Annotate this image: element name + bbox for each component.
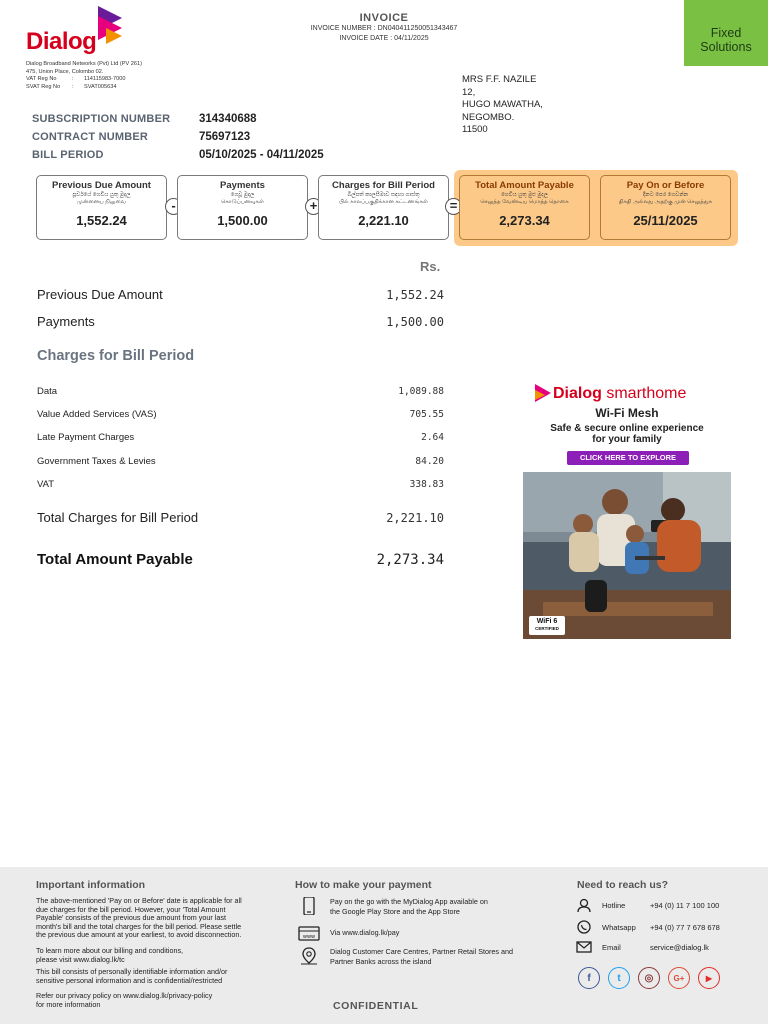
mobile-app-icon (298, 897, 320, 915)
charge-row-vat: VAT 338.83 (37, 479, 444, 490)
charge-row-late-payment: Late Payment Charges 2.64 (37, 432, 444, 443)
equals-operator: = (445, 198, 462, 215)
email-row[interactable]: Email service@dialog.lk (576, 940, 756, 954)
privacy-note-para: This bill consists of personally identifiable information and/or sensitive personal information and is confidential/restricted (36, 967, 228, 985)
summary-due-date: Pay On or Before දිනට පෙර ගෙවන්න திகதி அல்லது அதற்கு முன் செலுத்துக 25/11/2025 (600, 175, 731, 240)
privacy-policy-para: Refer our privacy policy on www.dialog.lk/privacy-policy for more information (36, 991, 213, 1009)
svg-text:www: www (302, 934, 316, 940)
company-info (26, 61, 196, 91)
invoice-number: INVOICE NUMBER : DN040411250051343467 (310, 25, 458, 32)
charges-section-title: Charges for Bill Period (37, 348, 195, 364)
email-icon (576, 940, 592, 954)
instagram-icon[interactable]: ◎ (638, 967, 660, 989)
address-line: NEGOMBO. (462, 111, 515, 123)
logo-wordmark: Dialog (26, 28, 97, 55)
bill-period-row: BILL PERIOD 05/10/2025 - 04/11/2025 (32, 149, 324, 161)
advert-title: Wi-Fi Mesh (595, 406, 659, 420)
pay-app-item[interactable]: Pay on the go with the MyDialog App available on the Google Play Store and the App Store (298, 897, 558, 916)
vat-reg: VAT Reg No : 114115983-7000 (26, 76, 126, 82)
pay-store-item: Dialog Customer Care Centres, Partner Retail Stores and Partner Banks across the island (298, 947, 558, 966)
family-photo (523, 472, 731, 639)
confidential-label: CONFIDENTIAL (333, 1000, 419, 1012)
summary-payments: Payments ගෙවූ මුදල கொடுப்பனவுகள் 1,500.00 (177, 175, 308, 240)
whatsapp-icon (576, 920, 592, 934)
payments-row: Payments 1,500.00 (37, 314, 444, 329)
facebook-icon[interactable]: f (578, 967, 600, 989)
charge-row-data: Data 1,089.88 (37, 386, 444, 397)
summary-charges: Charges for Bill Period බිල්පත් කාලසීමාව සඳහා ගාස්තු பில் காலப்பகுதிக்கான கட்டணங்கள் 2,221.10 (318, 175, 449, 240)
contact-title: Need to reach us? (577, 879, 669, 891)
important-info-para: The above-mentioned 'Pay on or Before' date is applicable for all due charges for the bill period. However, your 'Total Amount Payable' consists of the previous due amount from your last month's bill and the total charges for the bill period. Please settle the previous due amount at your earliest, to avoid disconnection. (36, 896, 242, 940)
whatsapp-row[interactable]: Whatsapp +94 (0) 77 7 678 678 (576, 920, 756, 934)
youtube-icon[interactable]: ▶ (698, 967, 720, 989)
address-line: 11500 (462, 124, 488, 135)
charge-row-vas: Value Added Services (VAS) 705.55 (37, 409, 444, 420)
billing-link-para: To learn more about our billing and conditions, please visit www.dialog.lk/tc (36, 946, 184, 964)
company-line: Dialog Broadband Networks (Pvt) Ltd (PV 261) (26, 61, 142, 67)
important-info-title: Important information (36, 879, 146, 891)
dialog-mark-icon (533, 384, 553, 404)
address-line: MRS F.F. NAZILE (462, 74, 537, 85)
smarthome-advert[interactable] (523, 380, 731, 639)
plus-operator: + (305, 198, 322, 215)
minus-operator: - (165, 198, 182, 215)
contract-row: CONTRACT NUMBER 75697123 (32, 131, 251, 143)
charge-row-taxes: Government Taxes & Levies 84.20 (37, 456, 444, 467)
summary-total-payable: Total Amount Payable ගෙවිය යුතු මුළු මුදල செலுத்த வேண்டிய மொத்த தொகை 2,273.34 (459, 175, 590, 240)
currency-label: Rs. (420, 259, 441, 274)
invoice-title: INVOICE (359, 12, 409, 24)
advert-brand: Dialog smarthome (553, 385, 687, 402)
twitter-icon[interactable]: t (608, 967, 630, 989)
invoice-header (284, 12, 484, 44)
summary-previous-due: Previous Due Amount පූර්වයේ ගෙවිය යුතු මුදල முன்னைய நிலுவை 1,552.24 (36, 175, 167, 240)
invoice-date: INVOICE DATE : 04/11/2025 (339, 35, 429, 42)
total-payable-row: Total Amount Payable 2,273.34 (37, 551, 444, 568)
payment-title: How to make your payment (295, 879, 432, 891)
svat-reg: SVAT Reg No : SVAT005634 (26, 83, 117, 90)
explore-button[interactable]: CLICK HERE TO EXPLORE (567, 451, 689, 465)
previous-due-row: Previous Due Amount 1,552.24 (37, 287, 444, 302)
hotline-icon (576, 898, 592, 912)
google-plus-icon[interactable]: G+ (668, 967, 690, 989)
subscription-row: SUBSCRIPTION NUMBER 314340688 (32, 113, 257, 125)
pay-web-item[interactable]: www Via www.dialog.lk/pay (298, 925, 558, 943)
web-icon (298, 925, 320, 943)
location-icon (298, 947, 320, 965)
address-line: 12, (462, 86, 476, 98)
total-charges-row: Total Charges for Bill Period 2,221.10 (37, 510, 444, 525)
hotline-row[interactable]: Hotline +94 (0) 11 7 100 100 (576, 898, 756, 912)
advert-subtitle: Safe & secure online experience for your family (550, 423, 704, 445)
company-line: 475, Union Place, Colombo 02. (26, 68, 104, 75)
account-details (32, 110, 412, 164)
segment-badge: Fixed Solutions (684, 0, 768, 66)
dialog-logo (26, 6, 136, 58)
address-line: HUGO MAWATHA, (462, 99, 543, 110)
wifi6-badge: WiFi 6 CERTIFIED (529, 616, 565, 635)
customer-address (462, 74, 543, 137)
